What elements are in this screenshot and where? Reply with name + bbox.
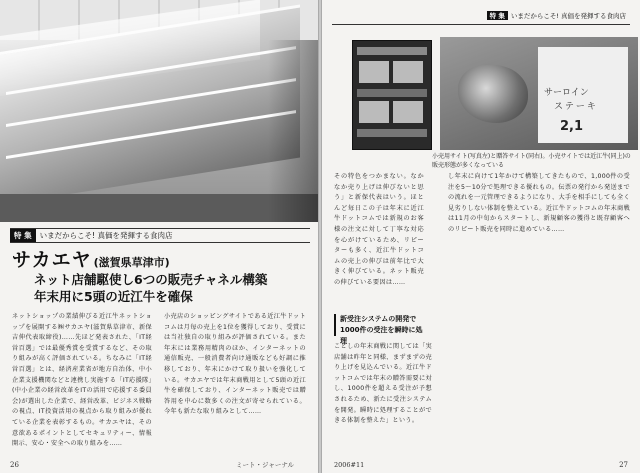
- magazine-name: ミート・ジャーナル: [236, 461, 295, 469]
- price-text: 2,1: [560, 119, 584, 134]
- company-heading: [12, 245, 170, 272]
- feature-tag: 特 集: [10, 229, 36, 242]
- right-page: [322, 0, 640, 473]
- subheading-line-2: 1000件の受注を瞬時に処理: [340, 326, 423, 345]
- subheading-line-1: 新受注システムの開発で: [340, 315, 417, 323]
- body-column-right-3: し年末に向けて1年かけて構築してきたもので、1,000件の受注を5〜10分で処理できる優れもの。伝票の発行から発送までの流れを一元管理できるようになり、大手を相手にしても全く見劣りしない体制を整えている。近江牛ドットコムの年末商戦は11月の中旬からスタートし、新規顧客の獲得と既存顧客へのリピート販売を同時に進めている……: [448, 173, 630, 233]
- feature-title: いまだからこそ! 真価を発揮する食肉店: [39, 231, 173, 240]
- headline-line-2: 年末用に5頭の近江牛を確保: [34, 289, 193, 304]
- subheading-box: [334, 314, 426, 345]
- website-screenshot-retail: [352, 40, 432, 150]
- photo-caption: 小売用サイト(写真左)と贈答サイト(同右)。小売サイトでは近江牛(同上)の販売形態が多くなっている: [432, 153, 631, 169]
- website-screenshot-gift: [440, 37, 638, 150]
- store-photo: [0, 0, 318, 222]
- page-number-right: 27: [619, 461, 628, 469]
- left-page: [0, 0, 318, 473]
- steak-text: ステーキ: [554, 102, 598, 112]
- running-title: いまだからこそ! 真価を発揮する食肉店: [510, 12, 626, 20]
- page-number-left: 26: [10, 461, 19, 469]
- steak-image: [458, 65, 528, 123]
- issue-date: 2006#11: [334, 461, 365, 469]
- feature-label-bar: [10, 228, 310, 243]
- company-location: (滋賀県草津市): [93, 256, 170, 269]
- body-column-right-1: その特色をつかまない。なかなか売り上げは伸びないと思う」と新保代表はいう。ほとんど毎日この子は年末に近江牛ドットコムでは新規のお客様の注文に対して丁寧な対応を心がけているため、リピーターも多く、近江牛ドットコムの売上の伸びは前年比で大きく伸びている。ネット販売の伸びている要因は……: [334, 173, 424, 286]
- headline: [34, 271, 267, 305]
- body-column-left-1: ネットショップの業績伸びる近江牛ネットショップを展開する㈱サカエヤ(滋賀県草津市、新保吉伸代表取締役)……先ほど発表された、「IT経営百選」では最優秀賞を受賞するなど、その取り組みが高く評価されている。ちなみに「IT経営百選」とは、経済産業省が地方自治体、中小企業支援機関などと連携し実施する「IT応援隊」(中小企業の経営改革をITの活用で応援する委員会)が選出した企業で、経営改革、ビジネス戦略の視点、IT投資活用の視点から取り組みが優れている企業を表彰するもの。サカエヤは、その意欲あるポイントとしてセキュリティー、情報開示、安心・安全への取り組みを……: [12, 313, 152, 448]
- body-column-left-2: 小売店のショッピングサイトである近江牛ドットコムは月毎の売上を1位を獲得しており、受賞には当社独自の取り組みが評価されている。また年末には業務用精肉のほか、インターネットの通信販売、一般消費者向け通販なども好調に推移しており、年末にかけて取り扱いを強化している。サカエヤでは年末商戦用として5頭の近江牛を確保しており、インターネット販売では贈答用を中心に数多くの注文が寄せられている。今年も新たな取り組みとして……: [164, 313, 306, 416]
- running-tag: 特 集: [487, 11, 508, 20]
- company-name: サカエヤ: [12, 249, 92, 271]
- sirloin-text: サーロイン: [544, 88, 589, 98]
- running-header: [487, 11, 626, 20]
- body-column-right-2: ことしの年末商戦に関しては「実店舗は昨年と同様、まずまずの売り上げを見込んでいる。近江牛ドットコムでは年末の贈答需要に対し、1000件を超える受注が予想されるため、新たに受注システムを開発。瞬時に処理することができる体制を整えた」という。: [334, 343, 432, 425]
- headline-line-1: ネット店舗駆使し6つの販売チャネル構築: [34, 272, 268, 287]
